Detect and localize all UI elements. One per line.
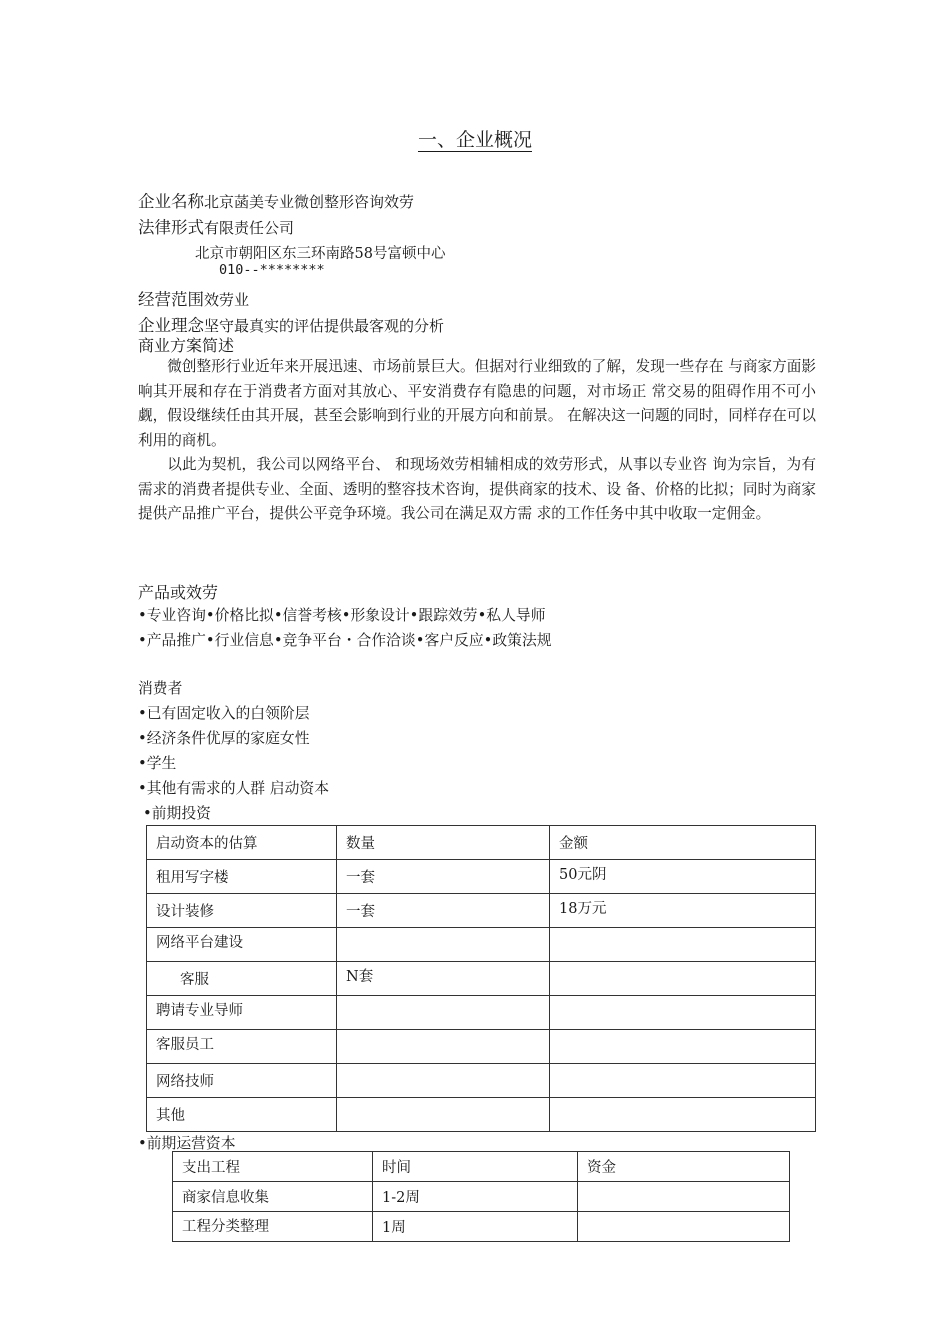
table-cell <box>337 1064 550 1098</box>
table-header-row <box>147 826 816 860</box>
company-name-value: 北京菡美专业微创整形咨询效劳 <box>204 193 415 211</box>
table-cell: 商家信息收集 <box>173 1182 373 1212</box>
table-row <box>147 860 816 894</box>
consumer-item: •其他有需求的人群 启动资本 <box>138 780 329 797</box>
table-header-cell: 数量 <box>337 826 550 860</box>
table-cell <box>337 1098 550 1132</box>
investment-label: •前期投资 <box>143 805 211 822</box>
table-header-row <box>173 1152 790 1182</box>
business-scope-field <box>138 286 249 310</box>
plan-heading: 商业方案简述 <box>138 336 235 355</box>
table-cell: 网络技师 <box>147 1064 337 1098</box>
table-cell: 客服 <box>147 962 337 996</box>
table-row <box>147 1030 816 1064</box>
table-row <box>147 1064 816 1098</box>
table-cell <box>550 928 816 962</box>
table-cell: 聘请专业导师 <box>147 996 337 1030</box>
products-line-2: •产品推广•行业信息•竞争平台・合作洽谈•客户反应•政策法规 <box>138 632 552 649</box>
company-name-field <box>138 188 414 212</box>
plan-paragraph-2: 以此为契机，我公司以网络平台、 和现场效劳相辅相成的效劳形式，从事以专业咨 询为宗旨，为有需求的消费者提供专业、全面、透明的整容技术咨询，提供商家的技术、设 备、价格的比拟；同时为商家提供产品推广平台，提供公平竞争环境。我公司在满足双方需 求的工作任务中其中收取一定佣金。 <box>138 456 816 522</box>
table-cell: 网络平台建设 <box>147 928 337 962</box>
page-title: 一、企业概况 <box>417 129 532 151</box>
consumer-item: •经济条件优厚的家庭女性 <box>138 730 310 747</box>
table-cell: 1-2周 <box>373 1182 578 1212</box>
products-heading: 产品或效劳 <box>138 583 219 602</box>
consumer-item: •已有固定收入的白领阶层 <box>138 705 310 722</box>
table-header-cell: 支出工程 <box>173 1152 373 1182</box>
legal-form-label: 法律形式 <box>138 218 204 237</box>
table-row <box>147 928 816 962</box>
table-cell: 其他 <box>147 1098 337 1132</box>
table-header-cell: 启动资本的估算 <box>147 826 337 860</box>
table-cell: 设计装修 <box>147 894 337 928</box>
table-header-cell: 时间 <box>373 1152 578 1182</box>
consumer-item: •学生 <box>138 755 177 772</box>
business-scope-label: 经营范围 <box>138 290 204 309</box>
table-cell <box>578 1212 790 1242</box>
table-cell: 客服员工 <box>147 1030 337 1064</box>
table-cell <box>578 1182 790 1212</box>
table-cell <box>337 1030 550 1064</box>
company-address: 北京市朝阳区东三环南路58号富顿中心 <box>195 246 446 262</box>
table-cell <box>337 928 550 962</box>
operating-capital-table <box>172 1151 790 1242</box>
table-cell: 50元阴 <box>550 860 816 894</box>
table-cell: 工程分类整理 <box>173 1212 373 1242</box>
table-cell: 18万元 <box>550 894 816 928</box>
investment-table <box>146 825 816 1132</box>
table-header-cell: 金额 <box>550 826 816 860</box>
table-row <box>147 894 816 928</box>
table-cell <box>550 1098 816 1132</box>
table-cell: 1周 <box>373 1212 578 1242</box>
table-cell <box>550 1030 816 1064</box>
company-phone: 010--******** <box>219 262 325 278</box>
legal-form-field <box>138 214 294 238</box>
philosophy-value: 坚守最真实的评估提供最客观的分析 <box>204 317 445 335</box>
table-row <box>147 1098 816 1132</box>
table-cell: 一套 <box>337 894 550 928</box>
operating-capital-label: •前期运营资本 <box>138 1135 236 1152</box>
table-row <box>147 962 816 996</box>
philosophy-label: 企业理念 <box>138 316 204 335</box>
table-header-cell: 资金 <box>578 1152 790 1182</box>
business-scope-value: 效劳业 <box>204 291 250 309</box>
table-cell <box>550 996 816 1030</box>
table-cell: 一套 <box>337 860 550 894</box>
plan-paragraph-1: 微创整形行业近年来开展迅速、市场前景巨大。但据对行业细致的了解，发现一些存在 与商家方面影响其开展和存在于消费者方面对其放心、平安消费存有隐患的问题，对市场正 常交易的阻碍作用不可小觑，假设继续任由其开展，甚至会影响到行业的开展方向和前景。 在解决这一问题的同时，同样存在可以利用的商机。 <box>138 358 816 449</box>
table-cell <box>550 962 816 996</box>
table-cell <box>337 996 550 1030</box>
table-row <box>147 996 816 1030</box>
table-cell <box>550 1064 816 1098</box>
products-line-1: •专业咨询•价格比拟•信誉考核•形象设计•跟踪效劳•私人导师 <box>138 607 546 624</box>
table-cell: 租用写字楼 <box>147 860 337 894</box>
company-name-label: 企业名称 <box>138 192 204 211</box>
table-cell: N套 <box>337 962 550 996</box>
legal-form-value: 有限责任公司 <box>204 219 295 237</box>
table-row <box>173 1212 790 1242</box>
table-row <box>173 1182 790 1212</box>
consumers-heading: 消费者 <box>138 680 183 697</box>
